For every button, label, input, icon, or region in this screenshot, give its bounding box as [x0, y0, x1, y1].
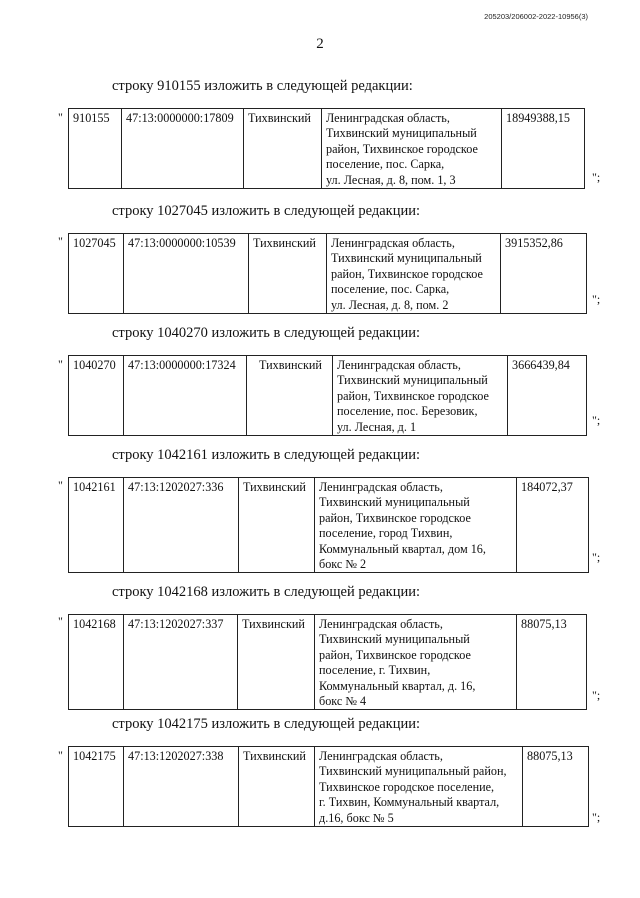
cadastral-number: 47:13:1202027:336: [124, 478, 239, 573]
address-line: Тихвинский муниципальный: [326, 126, 477, 141]
address-line: Тихвинский муниципальный: [331, 251, 482, 266]
cadastral-number: 47:13:1202027:337: [124, 615, 238, 710]
entry-heading: строку 910155 изложить в следующей редакции:: [112, 78, 413, 94]
entry-id: 1040270: [69, 356, 124, 436]
cadastral-value: 3666439,84: [508, 356, 587, 436]
entry-heading: строку 1042175 изложить в следующей редакции:: [112, 716, 420, 732]
document-id: 205203/206002-2022-10956(3): [484, 12, 588, 21]
address-line: Тихвинское городское поселение,: [319, 779, 495, 794]
address-line: Коммунальный квартал, д. 16,: [319, 678, 476, 693]
quote-close: ";: [592, 810, 601, 824]
cadastral-value: 184072,37: [517, 478, 589, 573]
address: [315, 747, 523, 827]
quote-close: ";: [592, 550, 601, 564]
address: [315, 478, 517, 573]
address-line: Ленинградская область,: [337, 358, 461, 372]
address-line: поселение, г. Тихвин,: [319, 663, 431, 678]
address-line: д.16, бокс № 5: [319, 810, 394, 825]
address-line: Тихвинский муниципальный: [337, 373, 488, 388]
entry-table: [68, 233, 587, 314]
cadastral-value: 3915352,86: [501, 234, 587, 314]
address-line: Тихвинский муниципальный: [319, 632, 470, 647]
address-line: Ленинградская область,: [326, 111, 450, 125]
district: Тихвинский: [244, 109, 322, 189]
cadastral-value: 88075,13: [517, 615, 587, 710]
entry-heading: строку 1042168 изложить в следующей редакции:: [112, 584, 420, 600]
address-line: бокс № 4: [319, 694, 367, 709]
cadastral-number: 47:13:1202027:338: [124, 747, 239, 827]
quote-close: ";: [592, 688, 601, 702]
entry-id: 1042161: [69, 478, 124, 573]
address-line: ул. Лесная, д. 1: [337, 419, 417, 434]
cadastral-number: 47:13:0000000:10539: [124, 234, 249, 314]
address-line: Ленинградская область,: [319, 480, 443, 494]
entry-table: [68, 614, 587, 710]
district: Тихвинский: [247, 356, 333, 436]
district: Тихвинский: [239, 747, 315, 827]
quote-close: ";: [592, 292, 601, 306]
address-line: поселение, пос. Сарка,: [326, 157, 445, 172]
table-row: [69, 615, 587, 710]
entry-table: [68, 355, 587, 436]
table-row: [69, 356, 587, 436]
quote-close: ";: [592, 413, 601, 427]
district: Тихвинский: [249, 234, 327, 314]
address-line: бокс № 2: [319, 557, 367, 572]
entry-heading: строку 1027045 изложить в следующей редакции:: [112, 203, 420, 219]
address-line: Тихвинский муниципальный район,: [319, 764, 507, 779]
address: [327, 234, 501, 314]
address-line: г. Тихвин, Коммунальный квартал,: [319, 795, 500, 810]
table-row: [69, 747, 589, 827]
quote-open: ": [58, 234, 63, 248]
district: Тихвинский: [238, 615, 315, 710]
table-row: [69, 234, 587, 314]
district: Тихвинский: [239, 478, 315, 573]
entry-id: 1042168: [69, 615, 124, 710]
table-row: [69, 109, 585, 189]
entry-table: [68, 746, 589, 827]
entry-heading: строку 1040270 изложить в следующей редакции:: [112, 325, 420, 341]
address-line: Ленинградская область,: [319, 617, 443, 631]
quote-open: ": [58, 614, 63, 628]
entry-id: 910155: [69, 109, 122, 189]
cadastral-value: 18949388,15: [502, 109, 585, 189]
quote-open: ": [58, 357, 63, 371]
entry-heading: строку 1042161 изложить в следующей редакции:: [112, 447, 420, 463]
table-row: [69, 478, 589, 573]
address: [322, 109, 502, 189]
cadastral-number: 47:13:0000000:17324: [124, 356, 247, 436]
address-line: район, Тихвинское городское: [331, 266, 483, 281]
address-line: район, Тихвинское городское: [319, 510, 471, 525]
entry-id: 1042175: [69, 747, 124, 827]
quote-open: ": [58, 478, 63, 492]
address: [333, 356, 508, 436]
address-line: район, Тихвинское городское: [326, 141, 478, 156]
quote-close: ";: [592, 170, 601, 184]
address-line: район, Тихвинское городское: [319, 647, 471, 662]
address-line: район, Тихвинское городское: [337, 388, 489, 403]
address: [315, 615, 517, 710]
cadastral-number: 47:13:0000000:17809: [122, 109, 244, 189]
quote-open: ": [58, 748, 63, 762]
address-line: Коммунальный квартал, дом 16,: [319, 541, 486, 556]
page-number: 2: [316, 36, 324, 52]
address-line: Тихвинский муниципальный: [319, 495, 470, 510]
address-line: Ленинградская область,: [331, 236, 455, 250]
quote-open: ": [58, 110, 63, 124]
entry-table: [68, 108, 585, 189]
cadastral-value: 88075,13: [523, 747, 589, 827]
entry-table: [68, 477, 589, 573]
address-line: ул. Лесная, д. 8, пом. 1, 3: [326, 172, 456, 187]
address-line: поселение, город Тихвин,: [319, 526, 453, 541]
address-line: поселение, пос. Сарка,: [331, 282, 450, 297]
entry-id: 1027045: [69, 234, 124, 314]
address-line: ул. Лесная, д. 8, пом. 2: [331, 297, 449, 312]
address-line: поселение, пос. Березовик,: [337, 404, 478, 419]
address-line: Ленинградская область,: [319, 749, 443, 763]
